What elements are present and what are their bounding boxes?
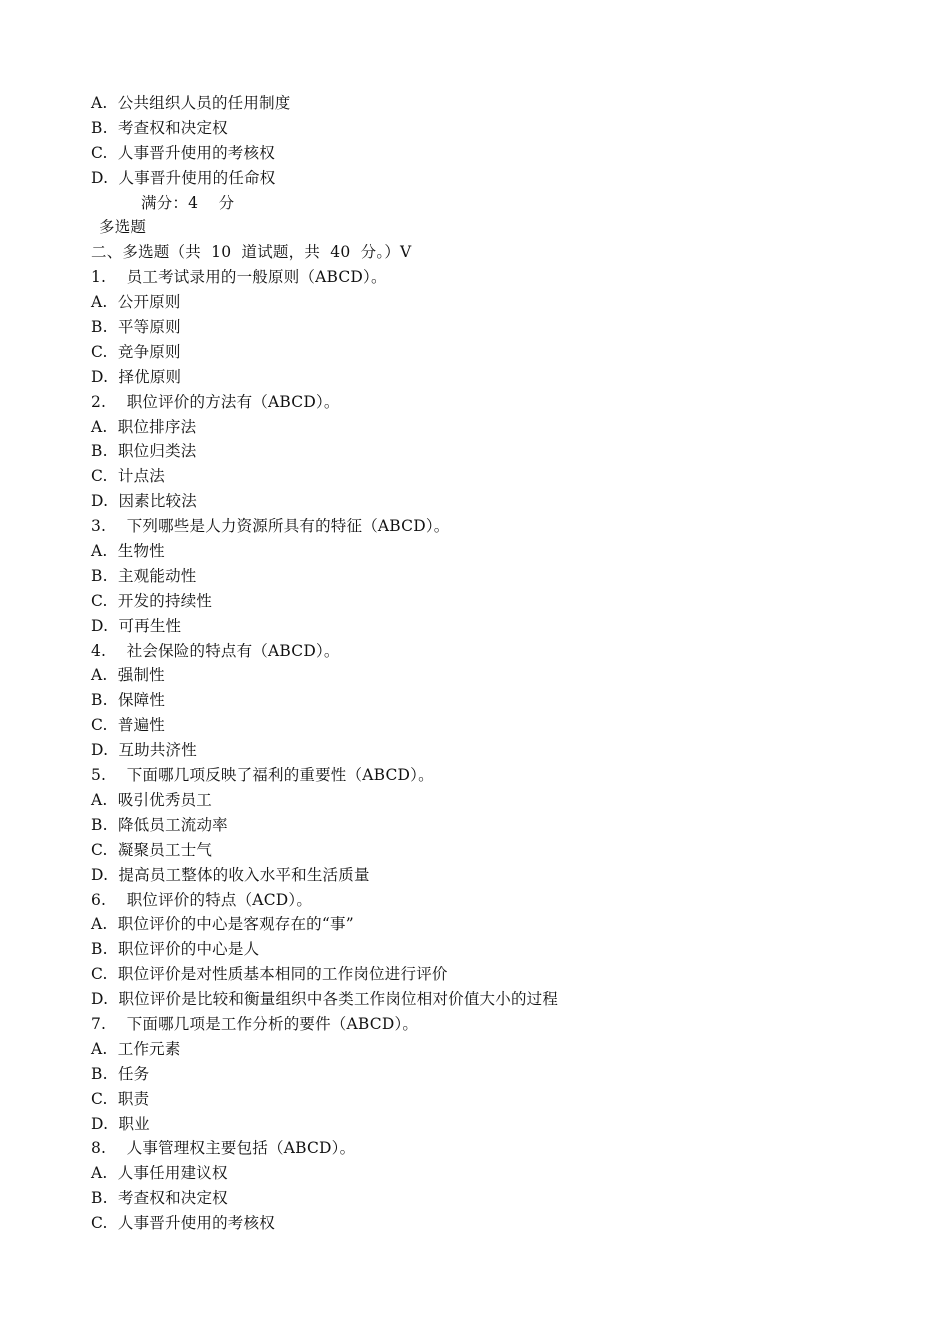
option-line: A. 吸引优秀员工 <box>91 790 212 809</box>
question-line: 7. 下面哪几项是工作分析的要件（ABCD）。 <box>91 1014 419 1033</box>
option-line: B. 考查权和决定权 <box>91 1189 228 1208</box>
option-line: D. 人事晋升使用的任命权 <box>91 168 276 187</box>
option-line: B. 任务 <box>91 1064 150 1083</box>
option-line: A. 职位排序法 <box>91 417 197 436</box>
option-line: C. 职位评价是对性质基本相同的工作岗位进行评价 <box>91 965 448 984</box>
option-line: C. 计点法 <box>91 467 165 486</box>
option-line: B. 职位评价的中心是人 <box>91 940 260 959</box>
option-line: C. 人事晋升使用的考核权 <box>91 143 275 162</box>
option-line: D. 可再生性 <box>91 616 182 635</box>
option-line: A. 公共组织人员的任用制度 <box>91 94 291 112</box>
option-line: D. 择优原则 <box>91 367 182 386</box>
score-line: 满分：4 分 <box>141 193 235 212</box>
option-line: A. 人事任用建议权 <box>91 1164 228 1183</box>
option-line: B. 保障性 <box>91 691 166 710</box>
document-page <box>91 91 891 1236</box>
option-line: D. 因素比较法 <box>91 492 197 511</box>
option-line: A. 工作元素 <box>91 1039 181 1058</box>
question-line: 1. 员工考试录用的一般原则（ABCD）。 <box>91 268 387 287</box>
option-line: D. 职业 <box>91 1114 150 1133</box>
option-line: D. 职位评价是比较和衡量组织中各类工作岗位相对价值大小的过程 <box>91 990 559 1009</box>
option-line: A. 强制性 <box>91 666 165 685</box>
option-line: D. 互助共济性 <box>91 741 197 760</box>
option-line: B. 考查权和决定权 <box>91 118 228 137</box>
option-line: D. 提高员工整体的收入水平和生活质量 <box>91 865 370 884</box>
option-line: C. 人事晋升使用的考核权 <box>91 1214 275 1233</box>
option-line: B. 主观能动性 <box>91 566 197 585</box>
option-line: A. 公开原则 <box>91 293 181 312</box>
question-line: 2. 职位评价的方法有（ABCD）。 <box>91 392 340 411</box>
option-line: A. 职位评价的中心是客观存在的“事” <box>91 915 354 934</box>
option-line: C. 竞争原则 <box>91 342 181 361</box>
question-line: 5. 下面哪几项反映了福利的重要性（ABCD）。 <box>91 766 434 785</box>
question-line: 6. 职位评价的特点（ACD）。 <box>91 890 313 909</box>
option-line: C. 职责 <box>91 1089 150 1108</box>
option-line: C. 普遍性 <box>91 716 165 735</box>
question-type-label: 多选题 <box>99 218 147 237</box>
option-line: C. 凝聚员工士气 <box>91 840 213 859</box>
option-line: B. 职位归类法 <box>91 442 197 461</box>
question-line: 3. 下列哪些是人力资源所具有的特征（ABCD）。 <box>91 517 450 536</box>
option-line: A. 生物性 <box>91 542 165 561</box>
section-heading: 二、多选题（共 10 道试题，共 40 分。）V <box>91 243 412 262</box>
option-line: C. 开发的持续性 <box>91 591 213 610</box>
question-line: 4. 社会保险的特点有（ABCD）。 <box>91 641 340 660</box>
option-line: B. 降低员工流动率 <box>91 815 228 834</box>
question-line: 8. 人事管理权主要包括（ABCD）。 <box>91 1139 356 1158</box>
option-line: B. 平等原则 <box>91 318 181 337</box>
